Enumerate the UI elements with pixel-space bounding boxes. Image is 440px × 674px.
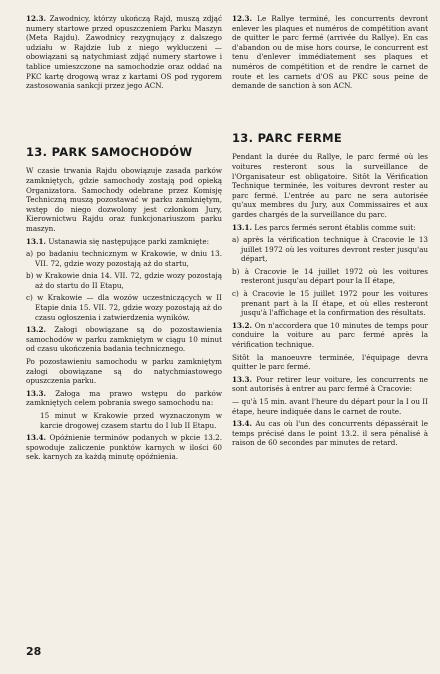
polish-column (26, 14, 222, 465)
list-item: c) à Cracovie le 15 juillet 1972 pour les voitures prenant part à la II étape, et où elles resteront jusqu'à l'affichage et la confirmation des résultats. (232, 289, 428, 318)
section-intro: Pendant la durée du Rallye, le parc fermé où les voitures resteront sous la surveillance de l'Organisateur est obligatoire. Sitôt la Vérification Technique terminée, les voitures devront rester au parc fermé. L'entrée au parc ne sera autorisée qu'aux membres du Jury, aux Commissaires et aux gardes chargés de la surveillance du parc. (232, 152, 428, 219)
paragraph-number: 12.3. (26, 14, 47, 23)
list-item: c) w Krakowie — dla wozów uczestniczących w II Etapie dnia 15. VII. 72, gdzie wozy pozostają aż do czasu ogłoszenia i zatwierdzenia wyników. (26, 293, 222, 322)
paragraph-12-3 (232, 14, 428, 91)
paragraph-number: 12.3. (232, 14, 253, 23)
paragraph-text: Ustanawia się następujące parki zamknięte: (48, 236, 209, 246)
paragraph-text: Les parcs fermés seront établis comme suit: (254, 222, 416, 232)
paragraph-text: Załogi obowiązane są do pozostawienia samochodów w parku zamkniętym w ciągu 10 minut od czasu ukończenia badania technicznego. (26, 325, 222, 354)
paragraph-13-2 (26, 325, 222, 354)
section-heading: 13. PARC FERME (232, 130, 343, 145)
paragraph-text: Au cas où l'un des concurrents dépassérait le temps précisé dans le point 13.2. il sera pénalisé à raison de 60 secondes par minutes de retard. (232, 419, 428, 448)
paragraph-13-1 (232, 223, 428, 233)
section-heading: 13. PARK SAMOCHODÓW (26, 144, 193, 159)
list-item: a) po badaniu technicznym w Krakowie, w dniu 13. VII. 72, gdzie wozy pozostają aż do startu, (26, 249, 222, 268)
list-item: b) à Cracovie le 14 juillet 1972 où les voitures resteront jusqu'au départ pour la II étape, (232, 266, 428, 286)
list-item: b) w Krakowie dnia 14. VII. 72, gdzie wozy pozostają aż do startu do II Etapu, (26, 271, 222, 290)
paragraph-13-4 (26, 433, 222, 462)
list-item: a) après la vérification technique à Cracovie le 13 juillet 1972 où les voitures devront rester jusqu'au départ, (232, 235, 428, 264)
paragraph-text: Załoga ma prawo wstępu do parków zamkniętych celem pobrania swego samochodu na: (26, 388, 222, 408)
paragraph-number: 13.2. (232, 320, 253, 330)
paragraph-13-3 (232, 375, 428, 394)
paragraph-13-2-cont: Sitôt la manoeuvre terminée, l'équipage devra quitter le parc fermé. (232, 352, 428, 372)
paragraph-number: 13.4. (232, 419, 253, 429)
paragraph-13-1 (26, 237, 222, 247)
paragraph-text: Le Rallye terminé, les concurrents devront enlever les plaques et numéros de compétition avant de quitter le parc fermé (arrivée du Rallye). En cas d'abandon ou de mise hors course, le concurrent est tenu d'enlever immédiatement ses plaques et numéros de compétition et de rendre le carnet de route et les carnets d'OS au PKC sous peine de demande de sanction à son ACN. (232, 14, 428, 91)
paragraph-number: 13.2. (26, 325, 47, 335)
paragraph-number: 13.3. (232, 374, 253, 384)
paragraph-13-2 (232, 321, 428, 350)
paragraph-13-2-cont: Po pozostawieniu samochodu w parku zamkniętym załogi obowiązane są do natychmiastowego opuszczenia parku. (26, 357, 222, 386)
paragraph-text: Opóźnienie terminów podanych w pkcie 13.2. spowoduje zaliczenie punktów karnych w ilości 60 sek. karnych za każdą minutę opóźnienia. (26, 433, 222, 462)
section-intro: W czasie trwania Rajdu obowiązuje zasada parków zamkniętych, gdzie samochody zostają pod opieką Organizatora. Samochody odebrane przez Komisję Techniczną muszą pozostawać w parku zamkniętym, wstęp do niego dozwolony jest członkom Jury, Kierownictwu Rajdu oraz funkcjonariuszom parku maszyn. (26, 166, 222, 233)
list-item: 15 minut w Krakowie przed wyznaczonym w karcie drogowej czasem startu do I lub II Etapu. (40, 411, 222, 430)
french-column (232, 14, 428, 451)
paragraph-12-3 (26, 14, 222, 91)
paragraph-text: Zawodnicy, którzy ukończą Rajd, muszą zdjąć numery startowe przed opuszczeniem Parku Maszyn (Meta Rajdu). Zawodnicy rezygnujący z dalszego udziału w Rajdzie lub z niego wykluczeni — obowiązani są natychmiast zdjąć numery startowe i tablice umieszczone na samochodzie oraz oddać na PKC kartę drogową wraz z kartami OS pod rygorem zastosowania sankcji przez jego ACN. (26, 14, 222, 91)
paragraph-number: 13.4. (26, 433, 47, 443)
paragraph-text: Pour retirer leur voiture, les concurrents ne sont autorisés à entrer au parc fermé à Cracovie: (232, 374, 428, 394)
page-number: 28 (26, 645, 42, 658)
paragraph-13-4 (232, 419, 428, 448)
list-item: — qu'à 15 min. avant l'heure du départ pour la I ou II étape, heure indiquée dans le carnet de route. (232, 397, 428, 416)
paragraph-number: 13.3. (26, 388, 47, 398)
paragraph-number: 13.1. (26, 236, 47, 246)
paragraph-13-3 (26, 389, 222, 408)
paragraph-text: On n'accordera que 10 minutes de temps pour conduire la voiture au parc fermé après la vérification technique. (232, 320, 428, 350)
paragraph-number: 13.1. (232, 222, 253, 232)
